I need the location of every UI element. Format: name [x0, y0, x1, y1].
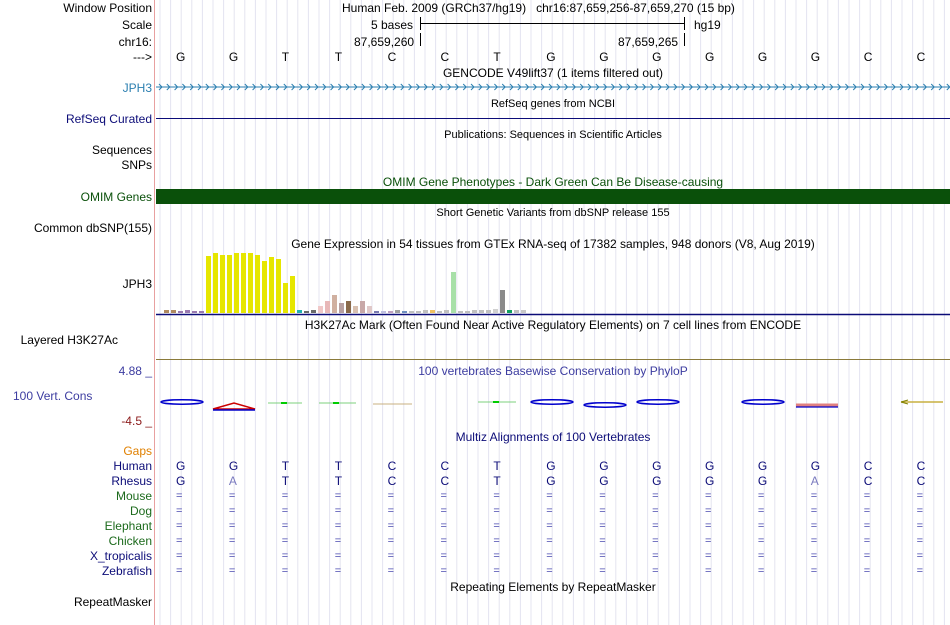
- gtex-tissue-bar: [465, 311, 470, 313]
- alignment-match: =: [387, 535, 395, 547]
- alignment-match: =: [810, 535, 818, 547]
- gencode-gene-label[interactable]: JPH3: [122, 81, 152, 95]
- phylop-min-value: -4.5 _: [121, 414, 152, 428]
- dna-base: C: [440, 50, 450, 64]
- alignment-match: =: [440, 550, 447, 562]
- dna-base: G: [546, 50, 556, 64]
- alignment-match: =: [705, 505, 712, 517]
- alignment-base: T: [493, 474, 501, 488]
- scale-bar-right-tick: [684, 17, 685, 30]
- alignment-base: G: [546, 459, 556, 473]
- species-label[interactable]: Mouse: [115, 489, 152, 503]
- gtex-tissue-bar: [311, 310, 316, 313]
- gtex-bar-graph[interactable]: [156, 250, 950, 316]
- alignment-base: C: [916, 474, 926, 488]
- alignment-base: C: [440, 474, 450, 488]
- omim-track-title: OMIM Gene Phenotypes - Dark Green Can Be Disease-causing: [382, 175, 724, 189]
- alignment-match: =: [705, 535, 712, 547]
- alignment-match: =: [334, 565, 342, 577]
- gtex-tissue-bar: [241, 253, 246, 313]
- alignment-match: =: [493, 490, 500, 502]
- alignment-match: =: [228, 535, 236, 547]
- omim-gene-bar[interactable]: [156, 189, 950, 204]
- gtex-tissue-bar: [514, 310, 519, 313]
- alignment-match: =: [863, 550, 871, 562]
- alignment-match: =: [176, 535, 183, 547]
- gtex-track-title: Gene Expression in 54 tissues from GTEx RNA-seq of 17382 samples, 948 donors (V8, Aug 2019): [291, 237, 815, 251]
- alignment-match: =: [757, 505, 765, 517]
- gencode-track-title: GENCODE V49lift37 (1 items filtered out): [442, 66, 664, 80]
- alignment-base: T: [493, 459, 501, 473]
- alignment-match: =: [440, 565, 447, 577]
- phylop-max-value: 4.88 _: [118, 364, 152, 378]
- alignment-match: =: [599, 550, 606, 562]
- multiz-track-title: Multiz Alignments of 100 Vertebrates: [455, 430, 651, 444]
- alignment-match: =: [228, 565, 236, 577]
- species-label[interactable]: Rhesus: [111, 474, 152, 488]
- alignment-match: =: [863, 565, 871, 577]
- gtex-tissue-bar: [423, 310, 428, 313]
- alignment-base: G: [757, 459, 768, 473]
- gencode-gene-jph3[interactable]: [156, 80, 950, 94]
- alignment-base: G: [705, 459, 715, 473]
- alignment-match: =: [281, 550, 289, 562]
- dna-base: G: [599, 50, 609, 64]
- gtex-tissue-bar: [185, 310, 190, 313]
- dna-base: C: [387, 50, 397, 64]
- alignment-base: C: [440, 459, 450, 473]
- alignment-match: =: [546, 520, 553, 532]
- phylop-track-title: 100 vertebrates Basewise Conservation by PhyloP: [418, 364, 688, 378]
- alignment-base: G: [228, 459, 239, 473]
- gtex-tissue-bar: [318, 306, 323, 313]
- alignment-base: C: [863, 474, 873, 488]
- alignment-match: =: [546, 565, 553, 577]
- alignment-match: =: [916, 565, 924, 577]
- strand-label: --->: [133, 50, 152, 64]
- alignment-match: =: [599, 520, 606, 532]
- alignment-match: =: [281, 505, 289, 517]
- gtex-tissue-bar: [297, 310, 302, 313]
- alignment-base: A: [810, 474, 819, 488]
- alignment-match: =: [281, 565, 289, 577]
- gtex-tissue-bar: [178, 311, 183, 313]
- alignment-base: G: [757, 474, 768, 488]
- alignment-match: =: [176, 490, 183, 502]
- species-label[interactable]: Zebrafish: [101, 564, 152, 578]
- alignment-match: =: [705, 565, 712, 577]
- alignment-match: =: [387, 490, 395, 502]
- gtex-tissue-bar: [269, 257, 274, 313]
- scale-value: 5 bases: [371, 18, 414, 32]
- gtex-tissue-bar: [409, 311, 414, 313]
- alignment-match: =: [176, 520, 183, 532]
- alignment-base: G: [705, 474, 715, 488]
- alignment-match: =: [863, 535, 871, 547]
- alignment-match: =: [334, 490, 342, 502]
- species-label[interactable]: Elephant: [104, 519, 152, 533]
- window-position-value[interactable]: Human Feb. 2009 (GRCh37/hg19) chr16:87,659,256-87,659,270 (15 bp): [342, 1, 735, 15]
- gtex-tissue-bar: [262, 261, 267, 313]
- alignment-base: G: [652, 474, 662, 488]
- alignment-match: =: [757, 490, 765, 502]
- alignment-base: T: [281, 459, 290, 473]
- scale-assembly: hg19: [694, 18, 721, 32]
- alignment-match: =: [546, 505, 553, 517]
- alignment-match: =: [228, 550, 236, 562]
- refseq-track-title: RefSeq genes from NCBI: [490, 98, 616, 110]
- alignment-match: =: [810, 550, 818, 562]
- alignment-match: =: [493, 520, 500, 532]
- gtex-tissue-bar: [220, 255, 225, 313]
- gtex-tissue-bar: [374, 311, 379, 313]
- gtex-gene-label[interactable]: JPH3: [122, 277, 152, 291]
- gtex-tissue-bar: [416, 311, 421, 313]
- alignment-match: =: [334, 535, 342, 547]
- gtex-tissue-bar: [360, 301, 365, 313]
- gtex-tissue-bar: [206, 256, 211, 313]
- alignment-match: =: [387, 505, 395, 517]
- alignment-match: =: [863, 490, 871, 502]
- gtex-tissue-bar: [339, 303, 344, 313]
- alignment-base: G: [599, 474, 609, 488]
- alignment-match: =: [281, 535, 289, 547]
- alignment-match: =: [440, 505, 447, 517]
- alignment-match: =: [334, 505, 342, 517]
- alignment-match: =: [228, 490, 236, 502]
- species-label[interactable]: Dog: [129, 504, 152, 518]
- alignment-match: =: [599, 565, 606, 577]
- alignment-match: =: [599, 505, 606, 517]
- gtex-tissue-bar: [402, 311, 407, 313]
- gtex-tissue-bar: [304, 311, 309, 313]
- gtex-tissue-bar: [276, 259, 281, 313]
- gtex-tissue-bar: [458, 311, 463, 313]
- ruler-position-right: 87,659,265: [618, 35, 679, 49]
- gtex-tissue-bar: [213, 253, 218, 313]
- alignment-match: =: [652, 550, 659, 562]
- alignment-match: =: [757, 535, 765, 547]
- snps-label[interactable]: SNPs: [121, 158, 152, 172]
- alignment-match: =: [176, 565, 183, 577]
- gtex-tissue-bar: [346, 301, 351, 313]
- alignment-match: =: [916, 550, 924, 562]
- alignment-match: =: [810, 565, 818, 577]
- alignment-base: C: [387, 459, 397, 473]
- scale-label: Scale: [121, 18, 152, 32]
- gtex-tissue-bar: [171, 310, 176, 313]
- alignment-match: =: [757, 550, 765, 562]
- alignment-match: =: [228, 520, 236, 532]
- alignment-match: =: [334, 520, 342, 532]
- gtex-tissue-bar: [388, 311, 393, 313]
- alignment-match: =: [863, 520, 871, 532]
- alignment-match: =: [546, 550, 553, 562]
- sequences-label[interactable]: Sequences: [91, 143, 152, 157]
- gtex-tissue-bar: [507, 310, 512, 313]
- repeatmasker-track-title: Repeating Elements by RepeatMasker: [450, 580, 656, 594]
- chromosome-label: chr16:: [118, 35, 152, 49]
- alignment-base: G: [176, 474, 186, 488]
- alignment-match: =: [652, 520, 659, 532]
- alignment-match: =: [652, 505, 659, 517]
- alignment-match: =: [916, 520, 924, 532]
- alignment-match: =: [810, 520, 818, 532]
- label-column-border: [154, 0, 155, 625]
- alignment-match: =: [546, 535, 553, 547]
- alignment-match: =: [757, 565, 765, 577]
- gtex-tissue-bar: [367, 306, 372, 313]
- ruler-position-left: 87,659,260: [354, 35, 415, 49]
- phylop-conservation-graph[interactable]: [156, 394, 950, 420]
- gtex-tissue-bar: [255, 255, 260, 313]
- alignment-base: C: [916, 459, 926, 473]
- dna-base: G: [176, 50, 186, 64]
- h3k27ac-baseline: [156, 359, 950, 360]
- alignment-match: =: [493, 565, 500, 577]
- alignment-base: C: [863, 459, 873, 473]
- ruler-tick-right: [684, 33, 685, 46]
- dna-base: C: [916, 50, 926, 64]
- alignment-match: =: [493, 535, 500, 547]
- dna-base: G: [652, 50, 662, 64]
- refseq-label[interactable]: RefSeq Curated: [65, 112, 152, 126]
- alignment-match: =: [334, 550, 342, 562]
- alignment-base: G: [176, 459, 186, 473]
- dna-base: G: [810, 50, 821, 64]
- species-label[interactable]: Human: [113, 459, 152, 473]
- alignment-base: G: [599, 459, 609, 473]
- alignment-base: T: [334, 459, 343, 473]
- dna-base: T: [281, 50, 290, 64]
- alignment-match: =: [176, 505, 183, 517]
- refseq-gene-line[interactable]: [156, 118, 950, 119]
- alignment-match: =: [652, 490, 659, 502]
- dna-base: C: [863, 50, 873, 64]
- gtex-tissue-bar: [472, 310, 477, 313]
- alignment-match: =: [916, 505, 924, 517]
- alignment-match: =: [757, 520, 765, 532]
- gtex-tissue-bar: [290, 276, 295, 313]
- alignment-match: =: [387, 565, 395, 577]
- species-label[interactable]: X_tropicalis: [89, 549, 152, 563]
- alignment-match: =: [705, 520, 712, 532]
- gtex-tissue-bar: [325, 301, 330, 313]
- alignment-base: T: [281, 474, 290, 488]
- alignment-match: =: [228, 505, 236, 517]
- species-label[interactable]: Chicken: [108, 534, 152, 548]
- alignment-base: G: [810, 459, 821, 473]
- gtex-tissue-bar: [227, 255, 232, 313]
- alignment-match: =: [440, 490, 447, 502]
- gtex-tissue-bar: [493, 309, 498, 313]
- gtex-tissue-bar: [192, 311, 197, 313]
- alignment-match: =: [863, 505, 871, 517]
- alignment-match: =: [387, 550, 395, 562]
- alignment-match: =: [810, 505, 818, 517]
- alignment-base: G: [546, 474, 556, 488]
- alignment-match: =: [652, 565, 659, 577]
- alignment-match: =: [281, 490, 289, 502]
- gtex-tissue-bar: [332, 295, 337, 313]
- h3k27ac-track-title: H3K27Ac Mark (Often Found Near Active Regulatory Elements) on 7 cell lines from ENCODE: [304, 318, 802, 332]
- gaps-label[interactable]: Gaps: [123, 444, 152, 458]
- alignment-match: =: [440, 535, 447, 547]
- alignment-base: C: [387, 474, 397, 488]
- gtex-tissue-bar: [486, 310, 491, 313]
- alignment-match: =: [440, 520, 447, 532]
- alignment-base: G: [652, 459, 662, 473]
- gtex-tissue-bar: [381, 311, 386, 313]
- ruler-tick-left: [420, 33, 421, 46]
- omim-label[interactable]: OMIM Genes: [80, 190, 152, 204]
- dbsnp-label[interactable]: Common dbSNP(155): [33, 221, 152, 235]
- phylop-label[interactable]: 100 Vert. Cons: [13, 389, 93, 403]
- alignment-match: =: [281, 520, 289, 532]
- gtex-tissue-bar: [430, 310, 435, 313]
- alignment-match: =: [493, 505, 500, 517]
- alignment-match: =: [810, 490, 818, 502]
- dna-base: T: [493, 50, 501, 64]
- alignment-match: =: [705, 550, 712, 562]
- alignment-match: =: [705, 490, 712, 502]
- alignment-base: A: [228, 474, 237, 488]
- gtex-tissue-bar: [353, 306, 358, 313]
- gtex-tissue-bar: [451, 272, 456, 313]
- scale-bar: [420, 23, 685, 24]
- alignment-match: =: [176, 550, 183, 562]
- alignment-match: =: [387, 520, 395, 532]
- alignment-match: =: [599, 490, 606, 502]
- alignment-match: =: [599, 535, 606, 547]
- dna-base: G: [705, 50, 715, 64]
- h3k27ac-label[interactable]: Layered H3K27Ac: [20, 333, 118, 347]
- dna-base: G: [757, 50, 768, 64]
- alignment-match: =: [546, 490, 553, 502]
- alignment-match: =: [916, 490, 924, 502]
- gtex-tissue-bar: [500, 290, 505, 313]
- gtex-tissue-bar: [248, 253, 253, 313]
- gtex-tissue-bar: [283, 283, 288, 313]
- dna-base: T: [334, 50, 343, 64]
- dbsnp-track-title: Short Genetic Variants from dbSNP release 155: [436, 207, 670, 219]
- gtex-tissue-bar: [479, 310, 484, 313]
- alignment-match: =: [493, 550, 500, 562]
- gtex-tissue-bar: [437, 311, 442, 313]
- window-position-label: Window Position: [63, 1, 152, 15]
- gtex-tissue-bar: [164, 310, 169, 313]
- gtex-tissue-bar: [521, 310, 526, 313]
- alignment-match: =: [916, 535, 924, 547]
- publications-track-title: Publications: Sequences in Scientific Articles: [444, 129, 662, 141]
- alignment-base: T: [334, 474, 343, 488]
- gtex-tissue-bar: [199, 311, 204, 313]
- dna-base: G: [228, 50, 239, 64]
- repeatmasker-label[interactable]: RepeatMasker: [73, 595, 152, 609]
- alignment-match: =: [652, 535, 659, 547]
- gtex-tissue-bar: [395, 310, 400, 313]
- gtex-tissue-bar: [444, 310, 449, 313]
- gtex-tissue-bar: [234, 253, 239, 313]
